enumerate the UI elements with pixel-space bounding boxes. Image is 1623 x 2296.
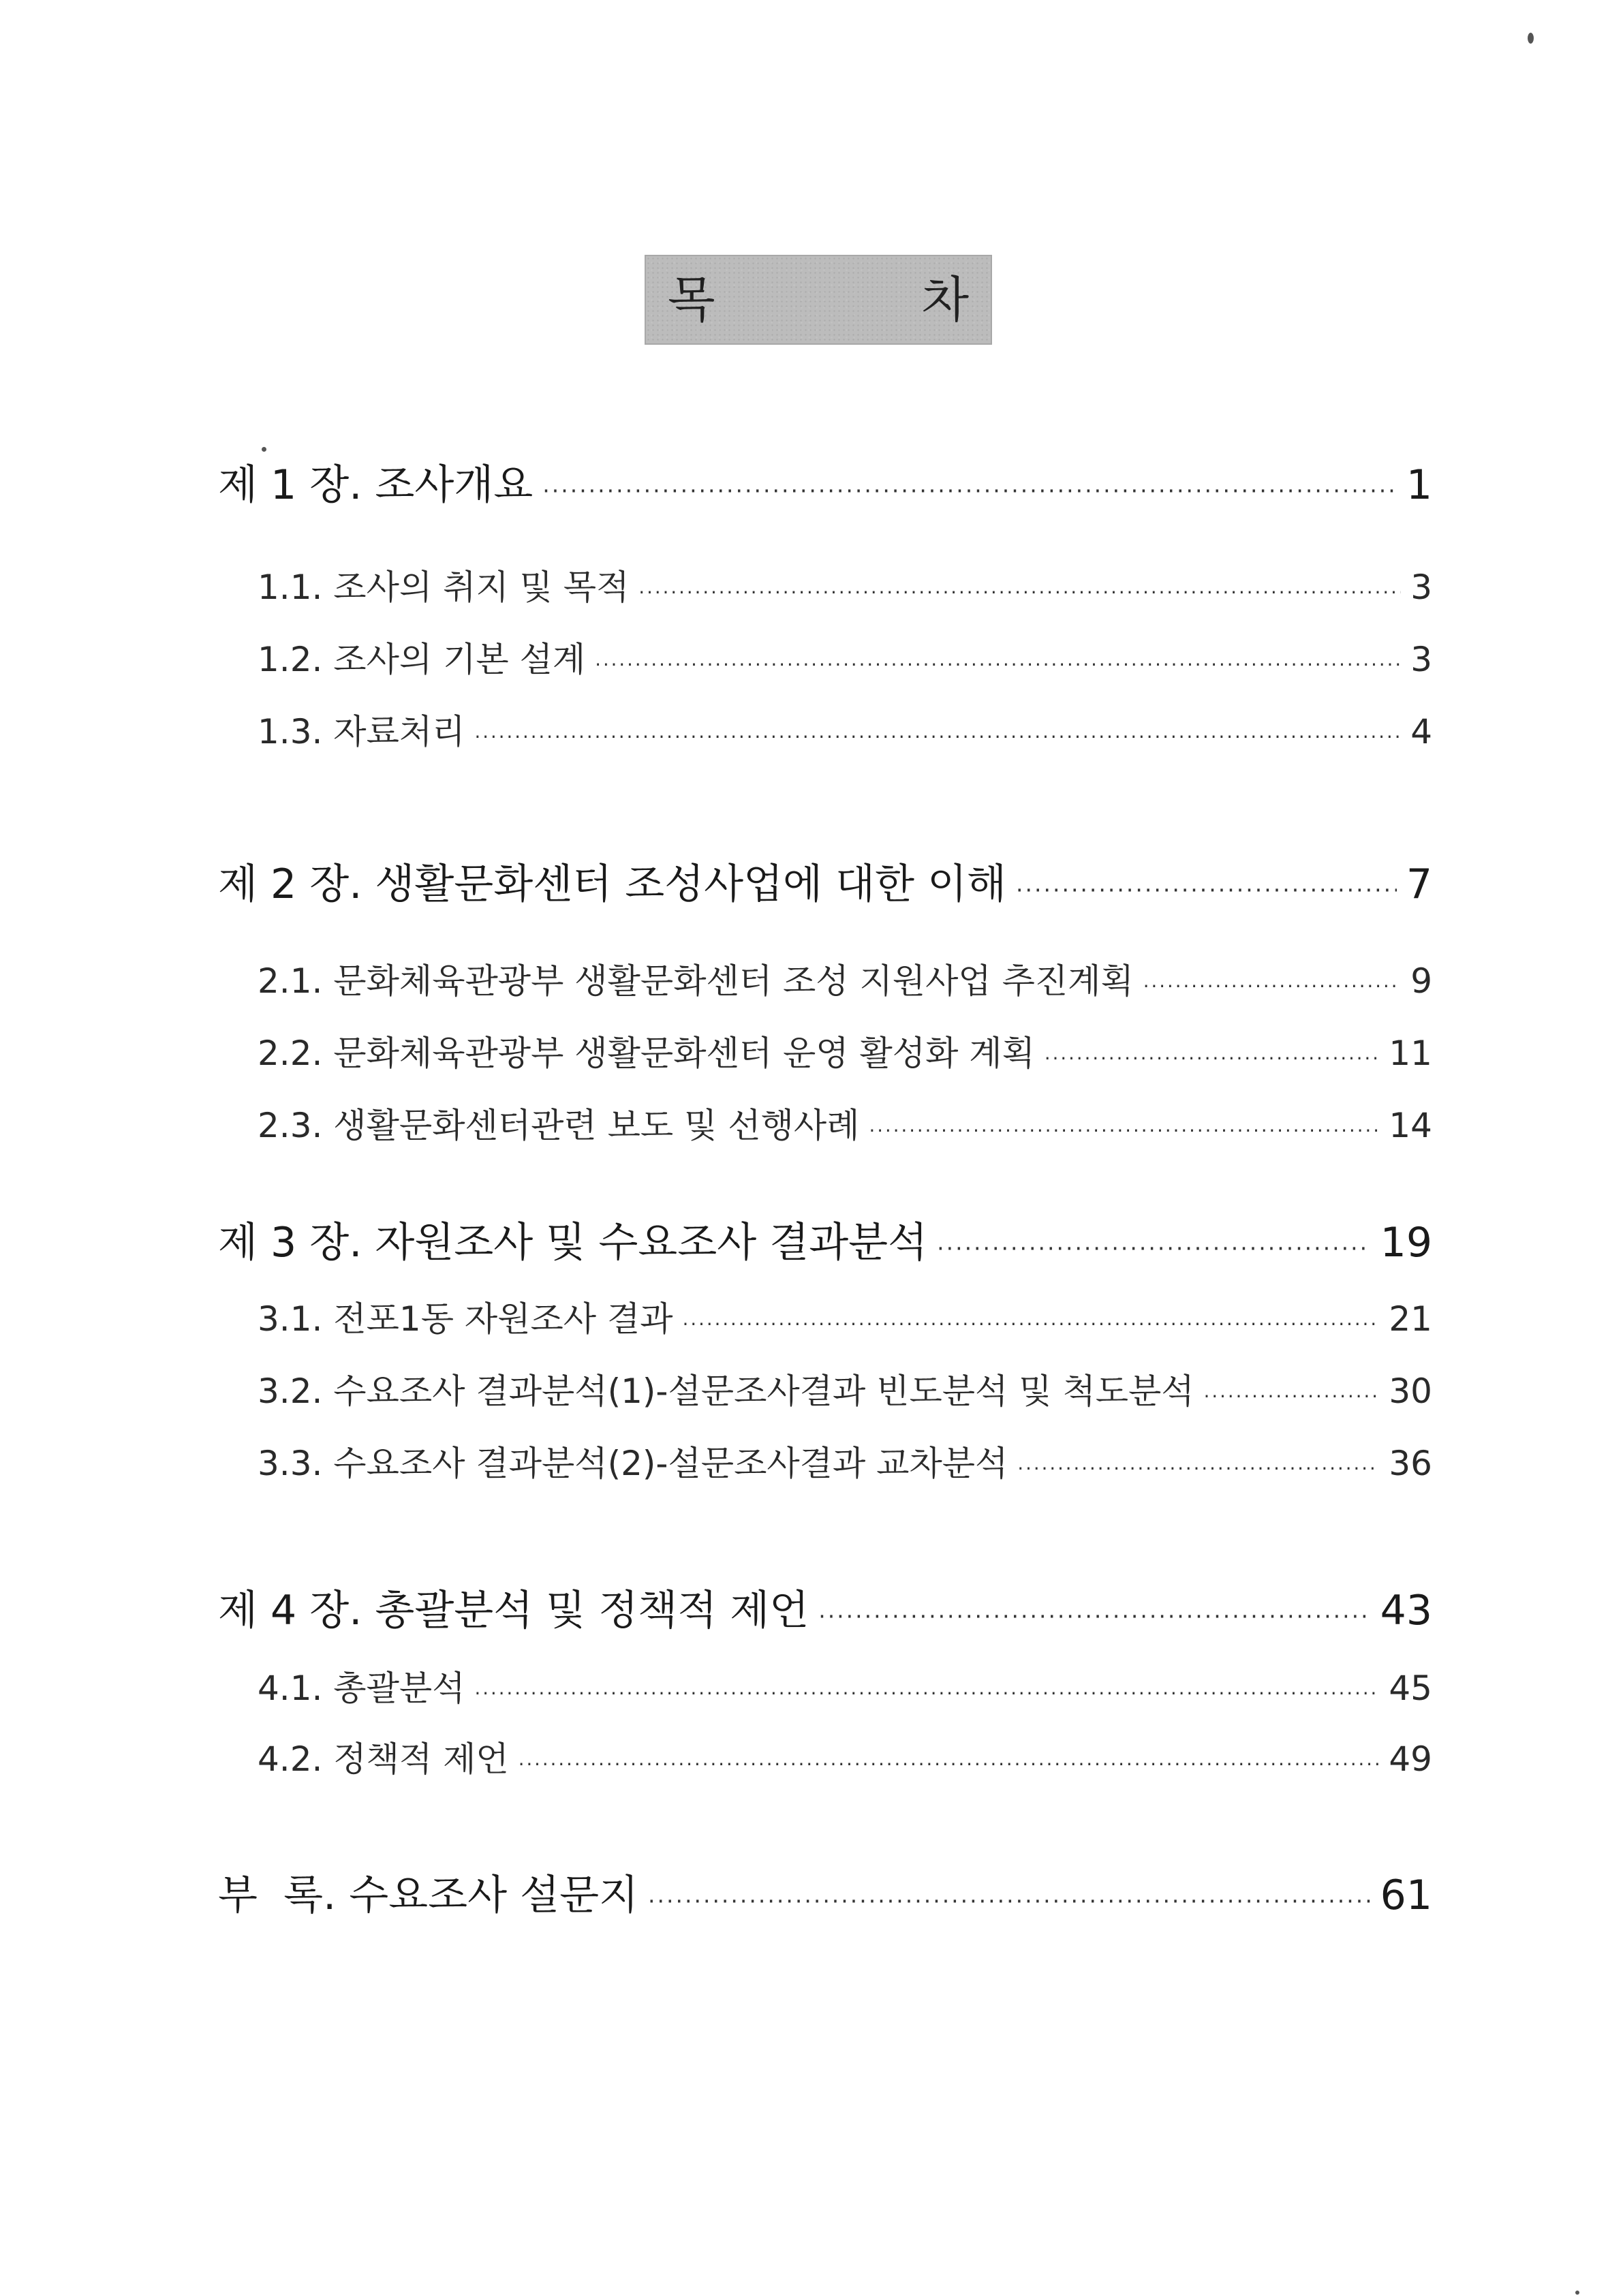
toc-leader-dots	[1204, 1386, 1380, 1408]
toc-leader-dots	[1017, 1458, 1379, 1480]
toc-page-number: 21	[1389, 1299, 1432, 1339]
toc-leader-dots	[595, 654, 1401, 676]
toc-chapter-4[interactable]	[218, 1578, 1432, 1636]
toc-page-number: 36	[1389, 1444, 1432, 1483]
toc-page-number: 9	[1410, 961, 1432, 1001]
toc-leader-dots	[818, 1603, 1370, 1630]
toc-title-box	[645, 255, 1064, 345]
toc-entry-label: 제 3 장. 자원조사 및 수요조사 결과분석	[218, 1219, 928, 1267]
toc-entry-label: 3.3. 수요조사 결과분석(2)-설문조사결과 교차분석	[258, 1444, 1008, 1483]
toc-leader-dots	[519, 1754, 1380, 1775]
toc-entry-label: 4.1. 총괄분석	[258, 1669, 465, 1708]
toc-section-2-3[interactable]	[258, 1098, 1432, 1147]
toc-page-number: 3	[1410, 568, 1432, 607]
toc-page-number: 43	[1380, 1587, 1432, 1634]
toc-entry-label: 4.2. 정책적 제언	[258, 1739, 509, 1779]
toc-chapter-2[interactable]	[218, 852, 1432, 910]
toc-leader-dots	[937, 1235, 1371, 1262]
toc-entry-label: 1.2. 조사의 기본 설계	[258, 640, 586, 679]
toc-page-number: 49	[1389, 1739, 1432, 1779]
toc-section-2-1[interactable]	[258, 954, 1432, 1003]
toc-entry-label: 1.3. 자료처리	[258, 712, 465, 751]
toc-section-1-2[interactable]	[258, 632, 1432, 681]
toc-section-3-3[interactable]	[258, 1436, 1432, 1485]
toc-entry-label: 2.1. 문화체육관광부 생활문화센터 조성 지원사업 추진계획	[258, 961, 1134, 1001]
toc-entry-label: 3.1. 전포1동 자원조사 결과	[258, 1299, 673, 1339]
toc-page-number: 30	[1389, 1371, 1432, 1411]
toc-leader-dots	[869, 1120, 1379, 1142]
toc-appendix[interactable]	[218, 1863, 1432, 1921]
toc-page-number: 3	[1410, 640, 1432, 679]
toc-chapter-1[interactable]	[218, 452, 1432, 511]
toc-leader-dots	[542, 478, 1397, 504]
scan-speck	[1528, 33, 1534, 44]
scan-speck	[262, 447, 266, 452]
toc-title: 목 차	[668, 271, 1064, 328]
toc-leader-dots	[475, 726, 1402, 748]
toc-chapter-3[interactable]	[218, 1210, 1432, 1269]
toc-page-number: 4	[1410, 712, 1432, 751]
toc-entry-label: 제 2 장. 생활문화센터 조성사업에 대한 이해	[218, 860, 1006, 908]
toc-entry-label: 제 1 장. 조사개요	[218, 461, 534, 509]
toc-entry-label: 2.2. 문화체육관광부 생활문화센터 운영 활성화 계획	[258, 1034, 1035, 1073]
toc-leader-dots	[1143, 976, 1401, 997]
toc-page-number: 11	[1389, 1034, 1432, 1073]
toc-section-1-3[interactable]	[258, 704, 1432, 754]
toc-section-3-1[interactable]	[258, 1292, 1432, 1341]
toc-page-number: 1	[1406, 461, 1432, 509]
toc-section-3-2[interactable]	[258, 1364, 1432, 1413]
scan-speck	[1575, 2291, 1579, 2295]
toc-entry-label: 3.2. 수요조사 결과분석(1)-설문조사결과 빈도분석 및 척도분석	[258, 1371, 1194, 1411]
toc-entry-label: 2.3. 생활문화센터관련 보도 및 선행사례	[258, 1106, 860, 1145]
toc-section-4-1[interactable]	[258, 1661, 1432, 1710]
toc-leader-dots	[1016, 877, 1397, 903]
toc-leader-dots	[1045, 1048, 1379, 1070]
toc-page-number: 45	[1389, 1669, 1432, 1708]
toc-leader-dots	[648, 1888, 1371, 1914]
toc-page-number: 19	[1380, 1219, 1432, 1267]
toc-page-number: 14	[1389, 1106, 1432, 1145]
toc-entry-label: 부 록. 수요조사 설문지	[218, 1872, 639, 1919]
toc-section-1-1[interactable]	[258, 560, 1432, 609]
toc-leader-dots	[475, 1683, 1380, 1705]
toc-entry-label: 1.1. 조사의 취지 및 목적	[258, 568, 630, 607]
toc-section-2-2[interactable]	[258, 1026, 1432, 1075]
toc-leader-dots	[683, 1314, 1380, 1335]
toc-page-number: 7	[1406, 860, 1432, 908]
toc-section-4-2[interactable]	[258, 1732, 1432, 1781]
toc-page-number: 61	[1380, 1872, 1432, 1919]
toc-entry-label: 제 4 장. 총괄분석 및 정책적 제언	[218, 1587, 809, 1634]
toc-leader-dots	[638, 582, 1401, 604]
